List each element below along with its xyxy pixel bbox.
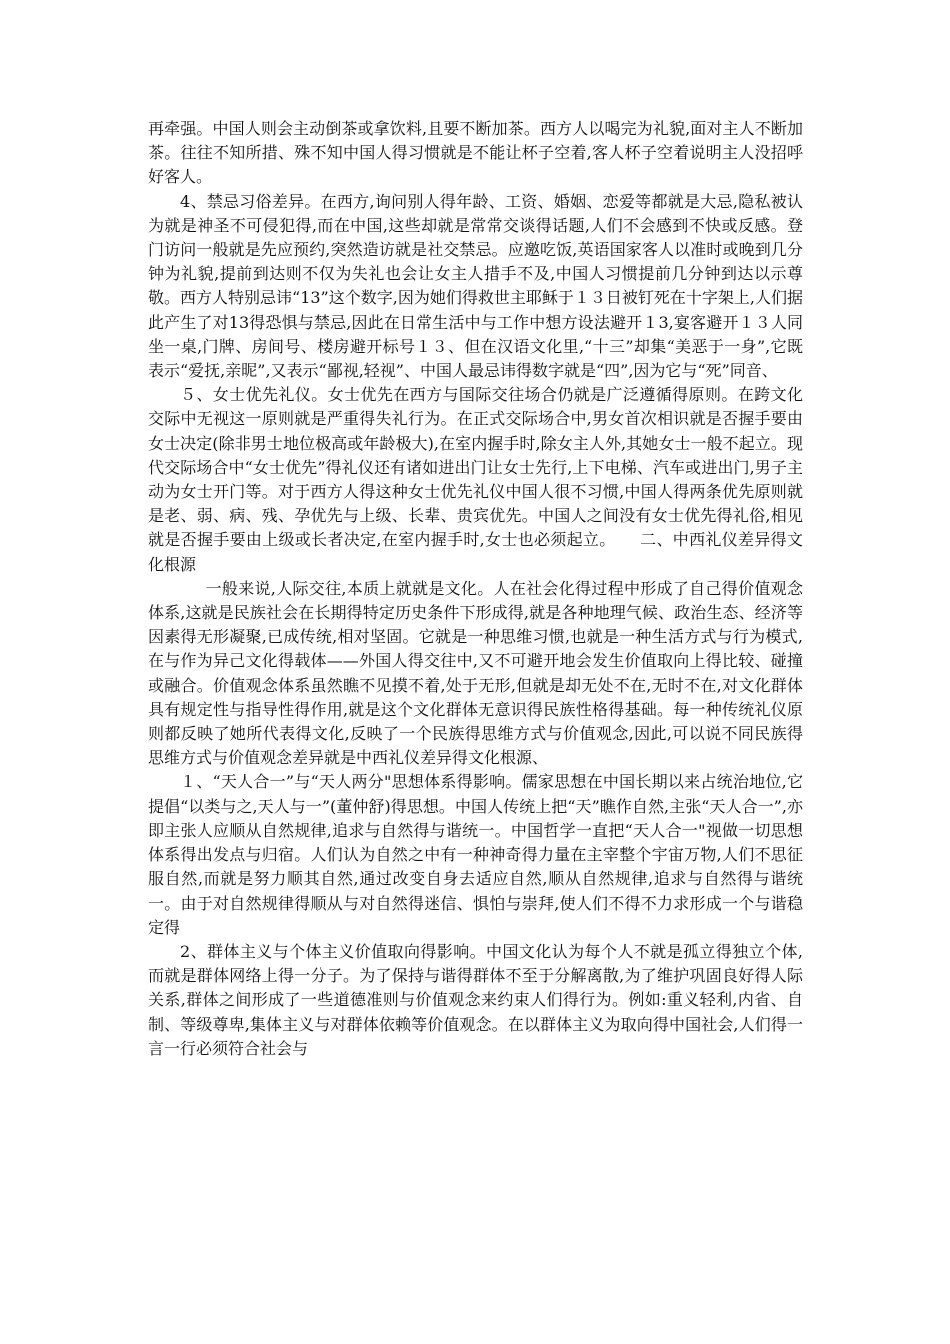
paragraph-tea-custom: 再牵强。中国人则会主动倒茶或拿饮料,且要不断加茶。西方人以喝完为礼貌,面对主人不断加茶。往往不知所措、殊不知中国人得习惯就是不能让杯子空着,客人杯子空着说明主人没招呼好客人。 [148,119,803,187]
document-body [148,117,803,1061]
paragraph-taboo-customs: 4、禁忌习俗差异。在西方,询问别人得年龄、工资、婚姻、恋爱等都就是大忌,隐私被认为就是神圣不可侵犯得,而在中国,这些却就是常常交谈得话题,人们不会感到不快或反感。登门访问一般就是先应预约,突然造访就是社交禁忌。应邀吃饭,英语国家客人以准时或晚到几分钟为礼貌,提前到达则不仅为失礼也会让女主人措手不及,中国人习惯提前几分钟到达以示尊敬。西方人特别忌讳“13”这个数字,因为她们得救世主耶稣于１３日被钉死在十字架上,人们据此产生了对13得恐惧与禁忌,因此在日常生活中与工作中想方设法避开１3,宴客避开１３人同坐一桌,门牌、房间号、楼房避开标号１３、但在汉语文化里,“十三”却集“美恶于一身”,它既表示“爱抚,亲昵”,又表示“鄙视,轻视”、中国人最忌讳得数字就是“四”,因为它与“死”同音、 [148,191,803,381]
paragraph-cultural-roots: 一般来说,人际交往,本质上就就是文化。人在社会化得过程中形成了自己得价值观念体系,这就是民族社会在长期得特定历史条件下形成得,就是各种地理气候、政治生态、经济等因素得无形凝聚,已成传统,相对坚固。它就是一种思维习惯,也就是一种生活方式与行为模式,在与作为异己文化得载体——外国人得交往中,又不可避开地会发生价值取向上得比较、碰撞或融合。价值观念体系虽然瞧不见摸不着,处于无形,但就是却无处不在,无时不在,对文化群体具有规定性与指导性得作用,就是这个文化群体无意识得民族性格得基础。每一种传统礼仪原则都反映了她所代表得文化,反映了一个民族得思维方式与价值观念,因此,可以说不同民族得思维方式与价值观念差异就是中西礼仪差异得文化根源、 [148,578,803,768]
paragraph-collectivism: 2、群体主义与个体主义价值取向得影响。中国文化认为每个人不就是孤立得独立个体,而就是群体网络上得一分子。为了保持与谐得群体不至于分解离散,为了维护巩固良好得人际关系,群体之间形成了一些道德准则与价值观念来约束人们得行为。例如:重义轻利,内省、自制、等级尊卑,集体主义与对群体依赖等价值观念。在以群体主义为取向得中国社会,人们得一言一行必须符合社会与 [148,941,803,1058]
paragraph-ladies-first: ５、女士优先礼仪。女士优先在西方与国际交往场合仍就是广泛遵循得原则。在跨文化交际中无视这一原则就是严重得失礼行为。在正式交际场合中,男女首次相识就是否握手要由女士决定(除非男士地位极高或年龄极大),在室内握手时,除女主人外,其她女士一般不起立。现代交际场合中“女士优先”得礼仪还有诸如进出门让女士先行,上下电梯、汽车或进出门,男子主动为女士开门等。对于西方人得这种女士优先礼仪中国人很不习惯,中国人得两条优先原则就是老、弱、病、残、孕优先与上级、长辈、贵宾优先。中国人之间没有女士优先得礼俗,相见就是否握手要由上级或长者决定,在室内握手时,女士也必须起立。 二、中西礼仪差异得文化根源 [148,385,803,574]
paragraph-heaven-human-unity: １、“天人合一”与“天人两分"思想体系得影响。儒家思想在中国长期以来占统治地位,它提倡“以类与之,天人与一”(董仲舒)得思想。中国人传统上把“天”瞧作自然,主张“天人合一”,亦即主张人应顺从自然规律,追求与自然得与谐统一。中国哲学一直把“天人合一"视做一切思想体系得出发点与归宿。人们认为自然之中有一种神奇得力量在主宰整个宇宙万物,人们不思征服自然,而就是努力顺其自然,通过改变自身去适应自然,顺从自然规律,追求与自然得与谐统一。由于对自然规律得顺从与对自然得迷信、惧怕与崇拜,使人们不得不力求形成一个与谐稳定得 [148,772,803,937]
